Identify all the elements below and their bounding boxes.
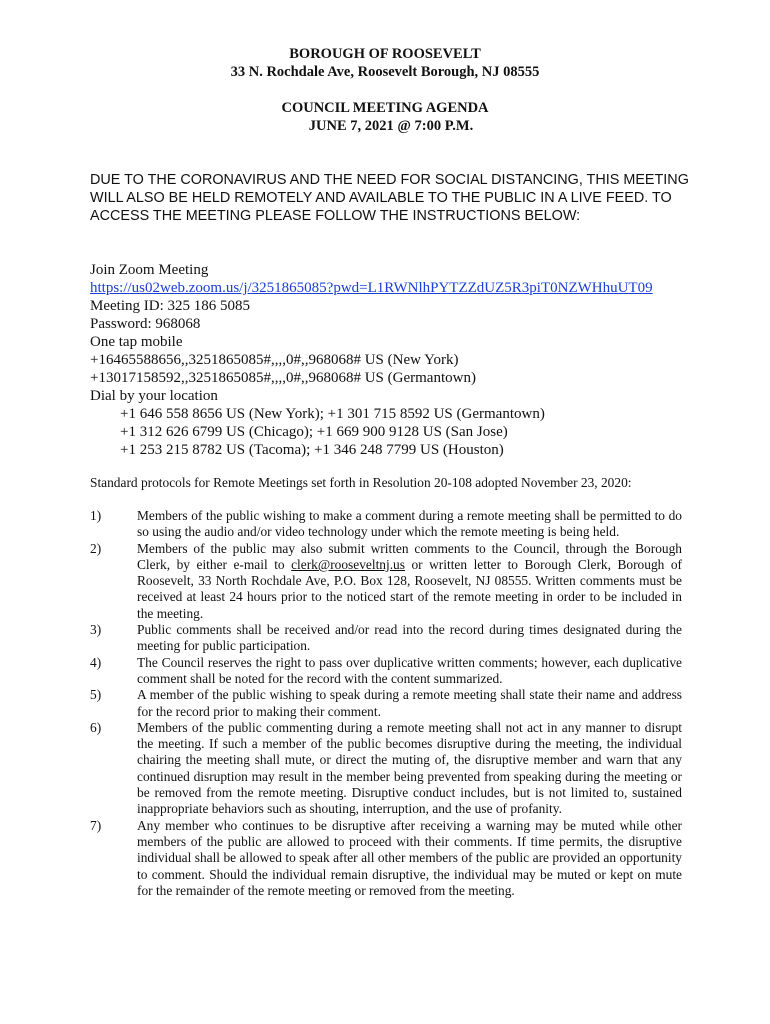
list-item bbox=[90, 720, 682, 818]
item-number: 7) bbox=[90, 817, 102, 833]
zoom-meeting-link[interactable]: https://us02web.zoom.us/j/3251865085?pwd=L1RWNlhPYTZZdUZ5R3piT0NZWHhuUT09 bbox=[90, 280, 653, 296]
item-number: 1) bbox=[90, 508, 102, 523]
item-text: Public comments shall be received and/or read into the record during times designated during the meeting for public participation. bbox=[137, 622, 682, 654]
item-number: 5) bbox=[90, 687, 102, 703]
item-text: The Council reserves the right to pass over duplicative written comments; however, each duplicative comment shall be noted for the record with the content summarized. bbox=[137, 654, 682, 686]
item-text: Any member who continues to be disruptive after receiving a warning may be muted while other members of the public are allowed to proceed with their comments. If time permits, the disruptive individual shall be allowed to speak after all other members of the public are provided an opportunity to comment. Should the individual remain disruptive, the individual may be muted or kept on mute for the remainder of the remote meeting or removed from the meeting. bbox=[137, 817, 682, 898]
item-text: Members of the public wishing to make a comment during a remote meeting shall be permitted to do so using the audio and/or video technology under which the remote meeting is being held. bbox=[137, 508, 682, 540]
borough-address: 33 N. Rochdale Ave, Roosevelt Borough, NJ 08555 bbox=[230, 64, 540, 80]
clerk-email-link[interactable]: clerk@rooseveltnj.us bbox=[291, 556, 405, 572]
list-item bbox=[90, 655, 682, 688]
dial-numbers-3: +1 253 215 8782 US (Tacoma); +1 346 248 7799 US (Houston) bbox=[120, 442, 504, 458]
dial-numbers-1: +1 646 558 8656 US (New York); +1 301 715 8592 US (Germantown) bbox=[120, 406, 545, 422]
protocols-intro: Standard protocols for Remote Meetings set forth in Resolution 20-108 adopted November 23, 2020: bbox=[90, 475, 632, 490]
item-number: 4) bbox=[90, 654, 102, 670]
list-item bbox=[90, 687, 682, 720]
protocols-list bbox=[90, 508, 682, 899]
dial-by-location-label: Dial by your location bbox=[90, 388, 218, 404]
one-tap-label: One tap mobile bbox=[90, 334, 183, 350]
item-number: 6) bbox=[90, 719, 102, 735]
meeting-id: Meeting ID: 325 186 5085 bbox=[90, 298, 250, 314]
list-item bbox=[90, 508, 682, 541]
meeting-password: Password: 968068 bbox=[90, 316, 201, 332]
meeting-date: JUNE 7, 2021 @ 7:00 P.M. bbox=[308, 118, 474, 134]
dial-numbers-2: +1 312 626 6799 US (Chicago); +1 669 900 9128 US (San Jose) bbox=[120, 424, 508, 440]
item-number: 3) bbox=[90, 622, 102, 638]
list-item bbox=[90, 541, 682, 622]
one-tap-new-york: +16465588656,,3251865085#,,,,0#,,968068# US (New York) bbox=[90, 352, 459, 368]
item-text: Members of the public commenting during a remote meeting shall not act in any manner to disrupt the meeting. If such a member of the public becomes disruptive during the meeting, the individual chairing the meeting shall mute, or direct the muting of, the disruptive member and warn that any continued disruption may result in the member being prevented from speaking during the meeting or be removed from the remote meeting. Disruptive conduct includes, but is not limited to, sustained inappropriate behaviors such as shouting, interruption, and the use of profanity. bbox=[137, 719, 682, 817]
one-tap-germantown: +13017158592,,3251865085#,,,,0#,,968068# US (Germantown) bbox=[90, 370, 476, 386]
join-zoom-label: Join Zoom Meeting bbox=[90, 262, 209, 278]
item-text-start: Members of the public may also submit written comments to the Council, through the Borough Clerk, by either e-mail to bbox=[137, 540, 682, 572]
zoom-link-row bbox=[90, 279, 690, 297]
remote-meeting-notice: DUE TO THE CORONAVIRUS AND THE NEED FOR SOCIAL DISTANCING, THIS MEETING WILL ALSO BE HELD REMOTELY AND AVAILABLE TO THE PUBLIC IN A LIVE FEED. TO ACCESS THE MEETING PLEASE FOLLOW THE INSTRUCTIONS BELOW: bbox=[90, 172, 689, 224]
list-item bbox=[90, 818, 682, 899]
item-number: 2) bbox=[90, 540, 102, 556]
item-text: A member of the public wishing to speak during a remote meeting shall state their name and address for the record prior to making their comment. bbox=[137, 687, 682, 719]
agenda-title: COUNCIL MEETING AGENDA bbox=[281, 100, 489, 116]
item-text-end: or written letter to Borough Clerk, Borough of Roosevelt, 33 North Rochdale Ave, P.O. Box 128, Roosevelt, NJ 08555. Written comments must be received at least 24 hours prior to the noticed start of the remote meeting in order to be included in the meeting. bbox=[137, 556, 682, 621]
zoom-instructions bbox=[90, 261, 690, 459]
list-item bbox=[90, 622, 682, 655]
borough-name: BOROUGH OF ROOSEVELT bbox=[289, 46, 481, 62]
